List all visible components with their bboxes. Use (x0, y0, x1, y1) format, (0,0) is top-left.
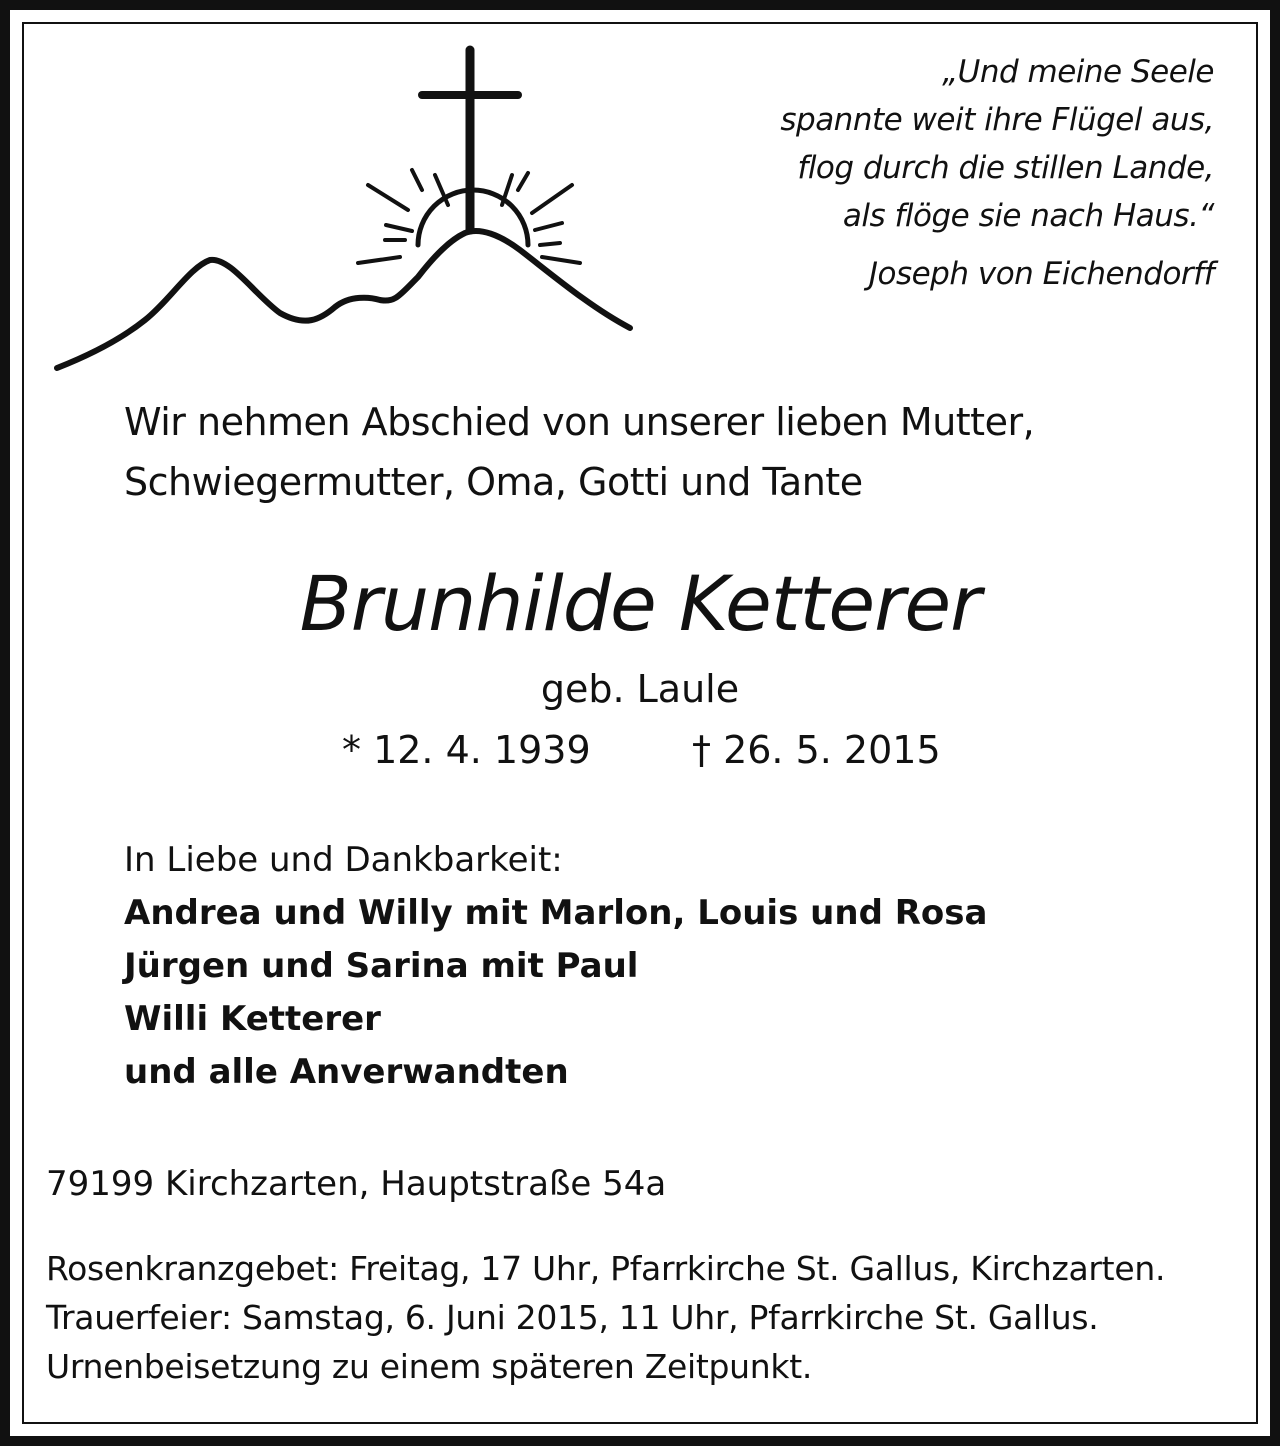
farewell-intro (124, 392, 1204, 512)
life-dates (0, 722, 1280, 778)
quote-author: Joseph von Eichendorff (868, 256, 1214, 292)
list-item: Willi Ketterer (124, 999, 381, 1039)
rosary-info: Rosenkranzgebet: Freitag, 17 Uhr, Pfarrkirche St. Gallus, Kirchzarten. (46, 1249, 1166, 1288)
intro-line: Schwiegermutter, Oma, Gotti und Tante (124, 460, 863, 504)
mourners-block (124, 834, 1204, 1099)
quote-line: als flöge sie nach Haus.“ (842, 198, 1214, 234)
quote-line: flog durch die stillen Lande, (797, 150, 1214, 186)
intro-line: Wir nehmen Abschied von unserer lieben Mutter, (124, 400, 1035, 444)
list-item: Jürgen und Sarina mit Paul (124, 946, 639, 986)
death-date: † 26. 5. 2015 (692, 728, 941, 772)
birth-name: geb. Laule (540, 667, 740, 711)
family-address: 79199 Kirchzarten, Hauptstraße 54a (46, 1164, 667, 1204)
deceased-name: Brunhilde Ketterer (299, 559, 981, 648)
mourners-heading: In Liebe und Dankbarkeit: (124, 840, 563, 880)
funeral-info: Trauerfeier: Samstag, 6. Juni 2015, 11 Uhr, Pfarrkirche St. Gallus. (46, 1298, 1099, 1337)
quote-line: „Und meine Seele (942, 54, 1214, 90)
list-item: und alle Anverwandten (124, 1052, 569, 1092)
cross-on-mountain-with-sunrise-icon (50, 45, 640, 380)
poem-quote (654, 48, 1214, 298)
mourner-list (124, 887, 1204, 1099)
birth-date: * 12. 4. 1939 (342, 728, 591, 772)
service-details (46, 1244, 1246, 1391)
quote-line: spannte weit ihre Flügel aus, (780, 102, 1214, 138)
burial-info: Urnenbeisetzung zu einem späteren Zeitpunkt. (46, 1347, 813, 1386)
list-item: Andrea und Willy mit Marlon, Louis und Rosa (124, 893, 988, 933)
